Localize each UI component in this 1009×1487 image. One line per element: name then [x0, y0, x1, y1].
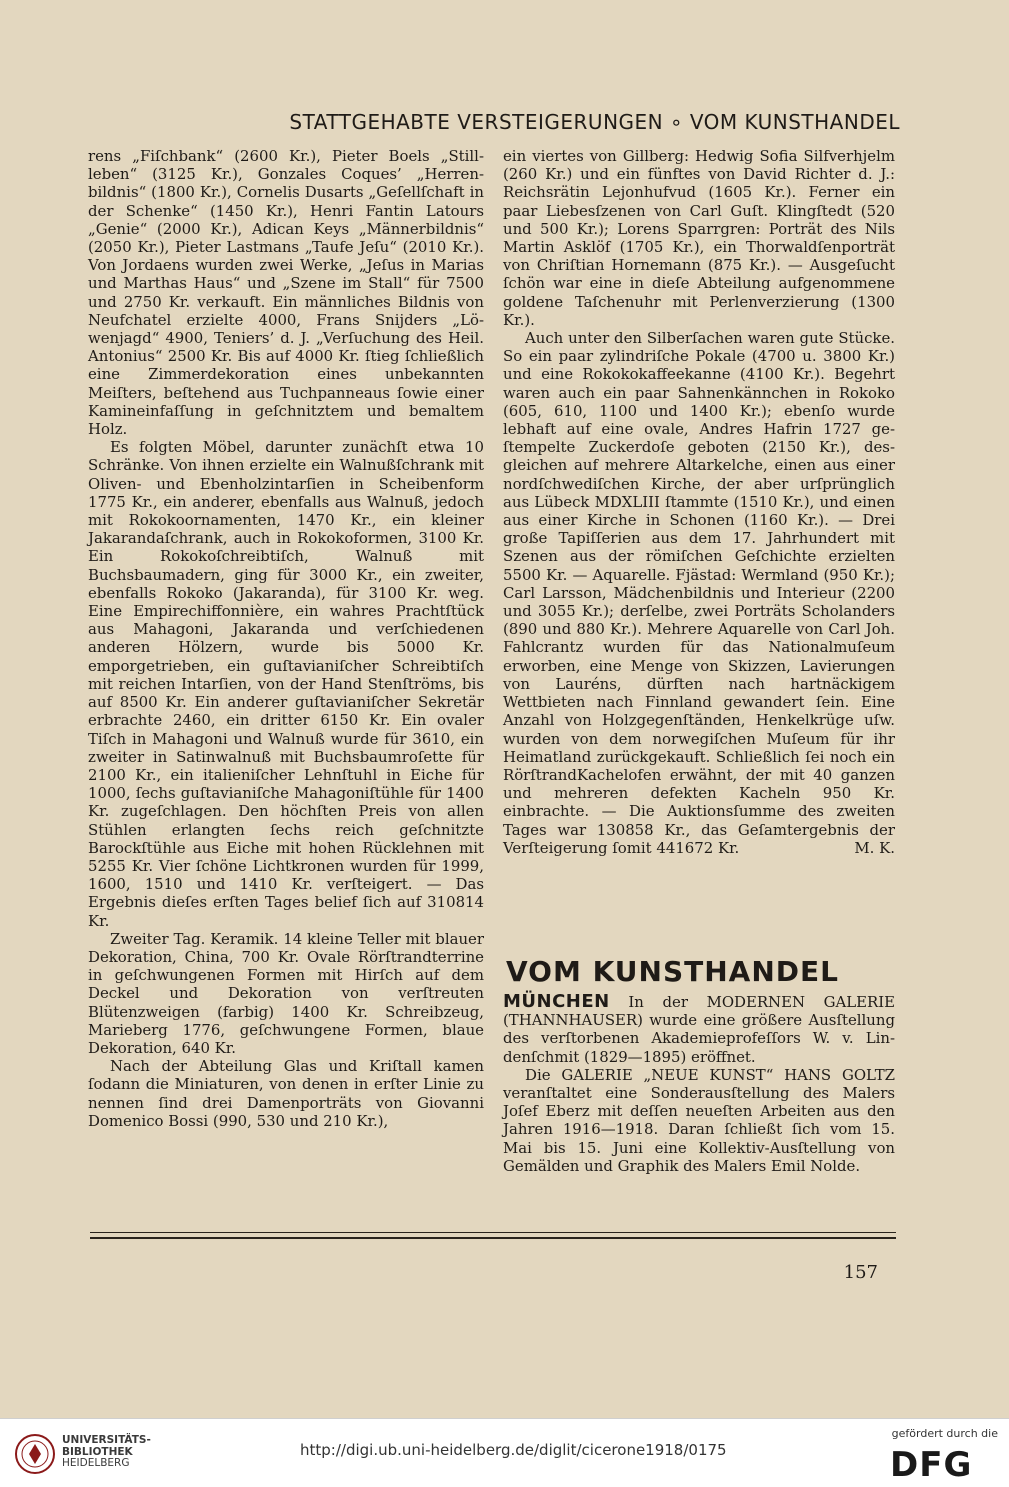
- permalink-url[interactable]: http://digi.ub.uni-heidelberg.de/diglit/cicerone1918/0175: [300, 1441, 727, 1459]
- left-column: [88, 147, 484, 1130]
- author-signature: M. K.: [854, 838, 895, 857]
- left-paragraph-4: Nach der Abteilung Glas und Kriſtall kamen ſodann die Miniaturen, von denen in erſter Linie zu nennen ſind drei Damenporträts von Giovanni Domenico Bossi (990, 530 und 210 Kr.),: [88, 1057, 484, 1130]
- left-paragraph-3: Zweiter Tag. Keramik. 14 kleine Teller mit blauer Dekoration, China, 700 Kr. Ovale Rörſtrandterrine in geſchwungenen Formen mit Hirſch auf dem Deckel und Dekoration von verſtreuten Blütenzweigen (farbig) 1400 Kr. Schreibzeug, Marieberg 1776, geſchwungene Formen, blaue Dekoration, 640 Kr.: [88, 929, 484, 1057]
- right-paragraph-2: [503, 329, 895, 857]
- section-body: [503, 993, 895, 1175]
- footer-rule-bottom: [90, 1237, 896, 1239]
- left-paragraph-1: rens „Fiſchbank“ (2600 Kr.), Pieter Boels „Stillleben“ (3125 Kr.), Gonzales Coques’ „Herrenbildnis“ (1800 Kr.), Cornelis Dusarts „Geſellſchaft in der Schenke“ (1450 Kr.), Henri Fantin Latours „Genie“ (2000 Kr.), Adican Keys „Männerbildnis“ (2050 Kr.), Pieter Lastmans „Taufe Jeſu“ (2010 Kr.). Von Jordaens wurden zwei Werke, „Jeſus in Marias und Marthas Haus“ und „Szene im Stall“ für 7500 und 2750 Kr. verkauft. Ein männliches Bildnis von Neufchatel erzielte 4000, Frans Snijders „Löwenjagd“ 4900, Teniers’ d. J. „Verſuchung des Heil. Antonius“ 2500 Kr. Bis auf 4000 Kr. ſtieg ſchließlich eine Zimmerdekoration eines unbekannten Meiſters, beſtehend aus Tuchpanneaus ſowie einer Kamineinfaſſung in geſchnitztem und bemaltem Holz.: [88, 147, 484, 439]
- institution-line-1: UNIVERSITÄTS-: [62, 1434, 151, 1446]
- section-paragraph-1-text: In der MODERNEN GALERIE (THANNHAUSER) wurde eine größere Ausſtellung des verſtorbenen Akademieprofeſſors W. v. Lindenſchmit (1829—1895) eröffnet.: [503, 993, 895, 1066]
- footer-rule-top: [90, 1232, 896, 1233]
- dfg-logo[interactable]: DFG: [890, 1445, 973, 1485]
- right-paragraph-1: ein viertes von Gillberg: Hedwig Sofia Silfverhjelm (260 Kr.) und ein fünftes von David Richter d. J.: Reichsrätin Lejonhufvud (1605 Kr.). Ferner ein paar Liebesſzenen von Carl Guſt. Klingſtedt (520 und 500 Kr.); Lorens Sparrgren: Porträt des Nils Martin Asklöf (1705 Kr.), ein Thorwaldſenporträt von Chriſtian Hornemann (875 Kr.). — Ausgeſucht ſchön war eine in dieſe Abteilung aufgenommene goldene Taſchenuhr mit Perlenverzierung (1300 Kr.).: [503, 147, 895, 329]
- page-number: 157: [843, 1262, 878, 1283]
- university-seal-icon: [14, 1433, 56, 1475]
- section-paragraph-2: Die GALERIE „NEUE KUNST“ HANS GOLTZ veranſtaltet eine Sonderausſtellung des Malers Joſef Eberz mit deſſen neueſten Arbeiten aus den Jahren 1916—1918. Daran ſchließt ſich vom 15. Mai bis 15. Juni eine Kollektiv-Ausſtellung von Gemälden und Graphik des Malers Emil Nolde.: [503, 1065, 895, 1175]
- institution-line-3: HEIDELBERG: [62, 1457, 130, 1469]
- right-paragraph-2-text: Auch unter den Silberſachen waren gute Stücke. So ein paar zylindriſche Pokale (4700 u. 3800 Kr.) und eine Rokokokaffeekanne (4100 Kr.). Begehrt waren auch ein paar Sahnenkännchen in Rokoko (605, 610, 1100 und 1400 Kr.); ebenſo wurde lebhaft auf eine ovale, Andres Hafrin 1727 geſtempelte Zuckerdoſe geboten (2150 Kr.), desgleichen auf mehrere Altarkelche, einen aus einer nordſchwediſchen Kirche, der aber urſprünglich aus Lübeck MDXLIII ſtammte (1510 Kr.), und einen aus einer Kirche in Schonen (1160 Kr.). — Drei große Tapiſſerien aus dem 17. Jahrhundert mit Szenen aus der römiſchen Geſchichte erzielten 5500 Kr. — Aquarelle. Fjästad: Wermland (950 Kr.); Carl Larsson, Mädchenbildnis und Interieur (2200 und 3055 Kr.); derſelbe, zwei Porträts Scholanders (890 und 880 Kr.). Mehrere Aquarelle von Carl Joh. Fahlcrantz wurden für das Nationalmuſeum erworben, eine Menge von Skizzen, Lavierungen von Lauréns, dürften nach hartnäckigem Wettbieten nach Finnland gewandert ſein. Eine Anzahl von Holzgegenſtänden, Henkelkrüge uſw. wurden von dem norwegiſchen Muſeum für ihr Heimatland zurückgekauft. Schließlich ſei noch ein RörſtrandKachelofen erwähnt, der mit 40 ganzen und mehreren defekten Kacheln 950 Kr. einbrachte. — Die Auktionsſumme des zweiten Tages war 130858 Kr., das Geſamtergebnis der Verſteigerung ſomit 441672 Kr.: [503, 329, 895, 857]
- section-title: VOM KUNSTHANDEL: [506, 955, 839, 988]
- institution-name: [62, 1435, 151, 1470]
- institution-line-2: BIBLIOTHEK: [62, 1445, 133, 1458]
- viewer-footer: [0, 1418, 1009, 1487]
- right-column: [503, 147, 895, 857]
- funding-note: gefördert durch die: [891, 1427, 998, 1440]
- running-header: STATTGEHABTE VERSTEIGERUNGEN ∘ VOM KUNSTHANDEL: [289, 110, 900, 134]
- left-paragraph-2: Es folgten Möbel, darunter zunächſt etwa 10 Schränke. Von ihnen erzielte ein Walnußſchrank mit Oliven- und Ebenholzintarſien in Scheibenform 1775 Kr., ein anderer, ebenfalls aus Walnuß, jedoch mit Rokokoornamenten, 1470 Kr., ein kleiner Jakarandaſchrank, auch in Rokokoformen, 3100 Kr. Ein Rokokoſchreibtiſch, Walnuß mit Buchsbaumadern, ging für 3000 Kr., ein zweiter, ebenfalls Rokoko (Jakaranda), für 3100 Kr. weg. Eine Empirechiffonnière, ein wahres Prachtſtück aus Mahagoni, Jakaranda und verſchiedenen anderen Hölzern, wurde bis 5000 Kr. emporgetrieben, ein guſtavianiſcher Schreibtiſch mit reichen Intarſien, von der Hand Stenſtröms, bis auf 8500 Kr. Ein anderer guſtavianiſcher Sekretär erbrachte 2460, ein dritter 6150 Kr. Ein ovaler Tiſch in Mahagoni und Walnuß wurde für 3610, ein zweiter in Satinwalnuß mit Buchsbaumroſette für 2100 Kr., ein italieniſcher Lehnſtuhl in Eiche für 1000, ſechs guſtavianiſche Mahagoniſtühle für 1400 Kr. zugeſchlagen. Den höchſten Preis von allen Stühlen erlangten ſechs reich geſchnitzte Barockſtühle aus Eiche mit hohen Rücklehnen mit 5255 Kr. Vier ſchöne Lichtkronen wurden für 1999, 1600, 1510 und 1410 Kr. verſteigert. — Das Ergebnis dieſes erſten Tages belief ſich auf 310814 Kr.: [88, 438, 484, 930]
- section-paragraph-1: [503, 993, 895, 1066]
- city-heading: MÜNCHEN: [503, 991, 610, 1012]
